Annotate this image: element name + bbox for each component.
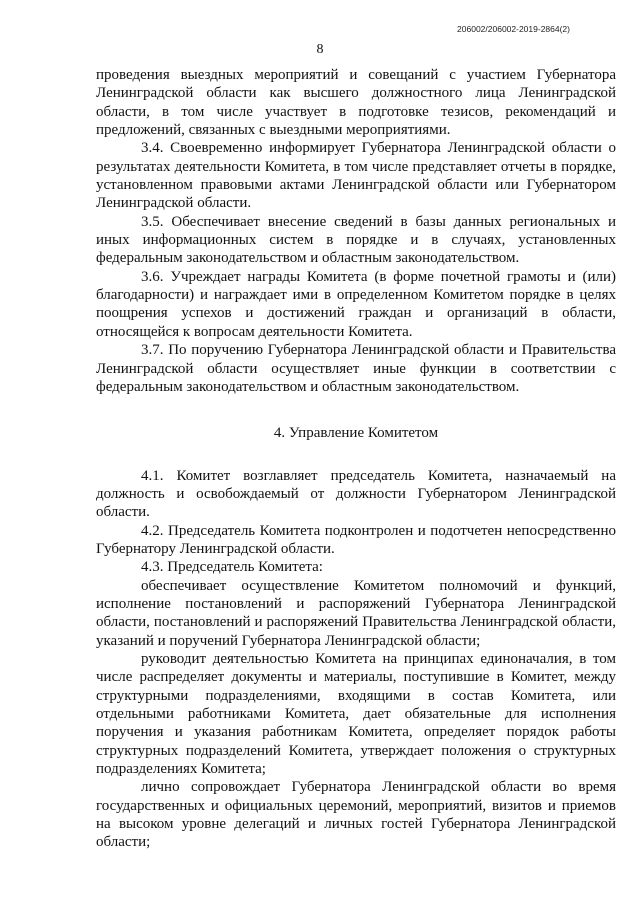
paragraph-3-5: 3.5. Обеспечивает внесение сведений в базы данных региональных и иных информационных систем в порядке и в случаях, установленных федеральным законодательством и областным законодательством.	[96, 213, 616, 267]
page-number: 8	[316, 42, 324, 57]
paragraph-4-3-item-3: лично сопровождает Губернатора Ленинградской области во время государственных и официальных церемоний, мероприятий, визитов и приемов на высоком уровне делегаций и личных гостей Губернатора Ленинградской области;	[96, 779, 616, 851]
paragraph-4-3-item-2: руководит деятельностью Комитета на принципах единоначалия, в том числе распределяет документы и материалы, поступившие в Комитет, между структурными подразделениями, входящими в состав Комитета, или отдельными работниками Комитета, дает обязательные для исполнения поручения и указания работникам Комитета, определяет порядок работы структурных подразделений Комитета, утверждает положения о структурных подразделениях Комитета;	[96, 650, 616, 778]
paragraph-3-4: 3.4. Своевременно информирует Губернатора Ленинградской области о результатах деятельности Комитета, в том числе представляет отчеты в порядке, установленном правовыми актами Ленинградской области или Губернатором Ленинградской области.	[96, 140, 616, 212]
document-id: 206002/206002-2019-2864(2)	[457, 24, 570, 34]
paragraph-3-7: 3.7. По поручению Губернатора Ленинградской области и Правительства Ленинградской области осуществляет иные функции в соответствии с федеральным законодательством и областным законодательством.	[96, 342, 616, 395]
paragraph-4-1: 4.1. Комитет возглавляет председатель Комитета, назначаемый на должность и освобождаемый от должности Губернатором Ленинградской области.	[96, 467, 616, 521]
document-body	[96, 66, 616, 852]
paragraph-4-2: 4.2. Председатель Комитета подконтролен и подотчетен непосредственно Губернатору Ленинградской области.	[96, 522, 616, 557]
section-heading: 4. Управление Комитетом	[273, 425, 439, 442]
paragraph-4-3: 4.3. Председатель Комитета:	[141, 559, 323, 576]
paragraph-4-3-item-1: обеспечивает осуществление Комитетом полномочий и функций, исполнение постановлений и распоряжений Губернатора Ленинградской области, постановлений и распоряжений Правительства Ленинградской области, указаний и поручений Губернатора Ленинградской области;	[96, 577, 616, 649]
paragraph-continuation: проведения выездных мероприятий и совещаний с участием Губернатора Ленинградской области как высшего должностного лица Ленинградской области, в том числе участвует в подготовке тезисов, рекомендаций и предложений, связанных с выездными мероприятиями.	[96, 67, 616, 139]
paragraph-3-6: 3.6. Учреждает награды Комитета (в форме почетной грамоты и (или) благодарности) и награждает ими в определенном Комитетом порядке в целях поощрения успехов и достижений граждан и организаций в области, относящейся к вопросам деятельности Комитета.	[96, 268, 616, 340]
